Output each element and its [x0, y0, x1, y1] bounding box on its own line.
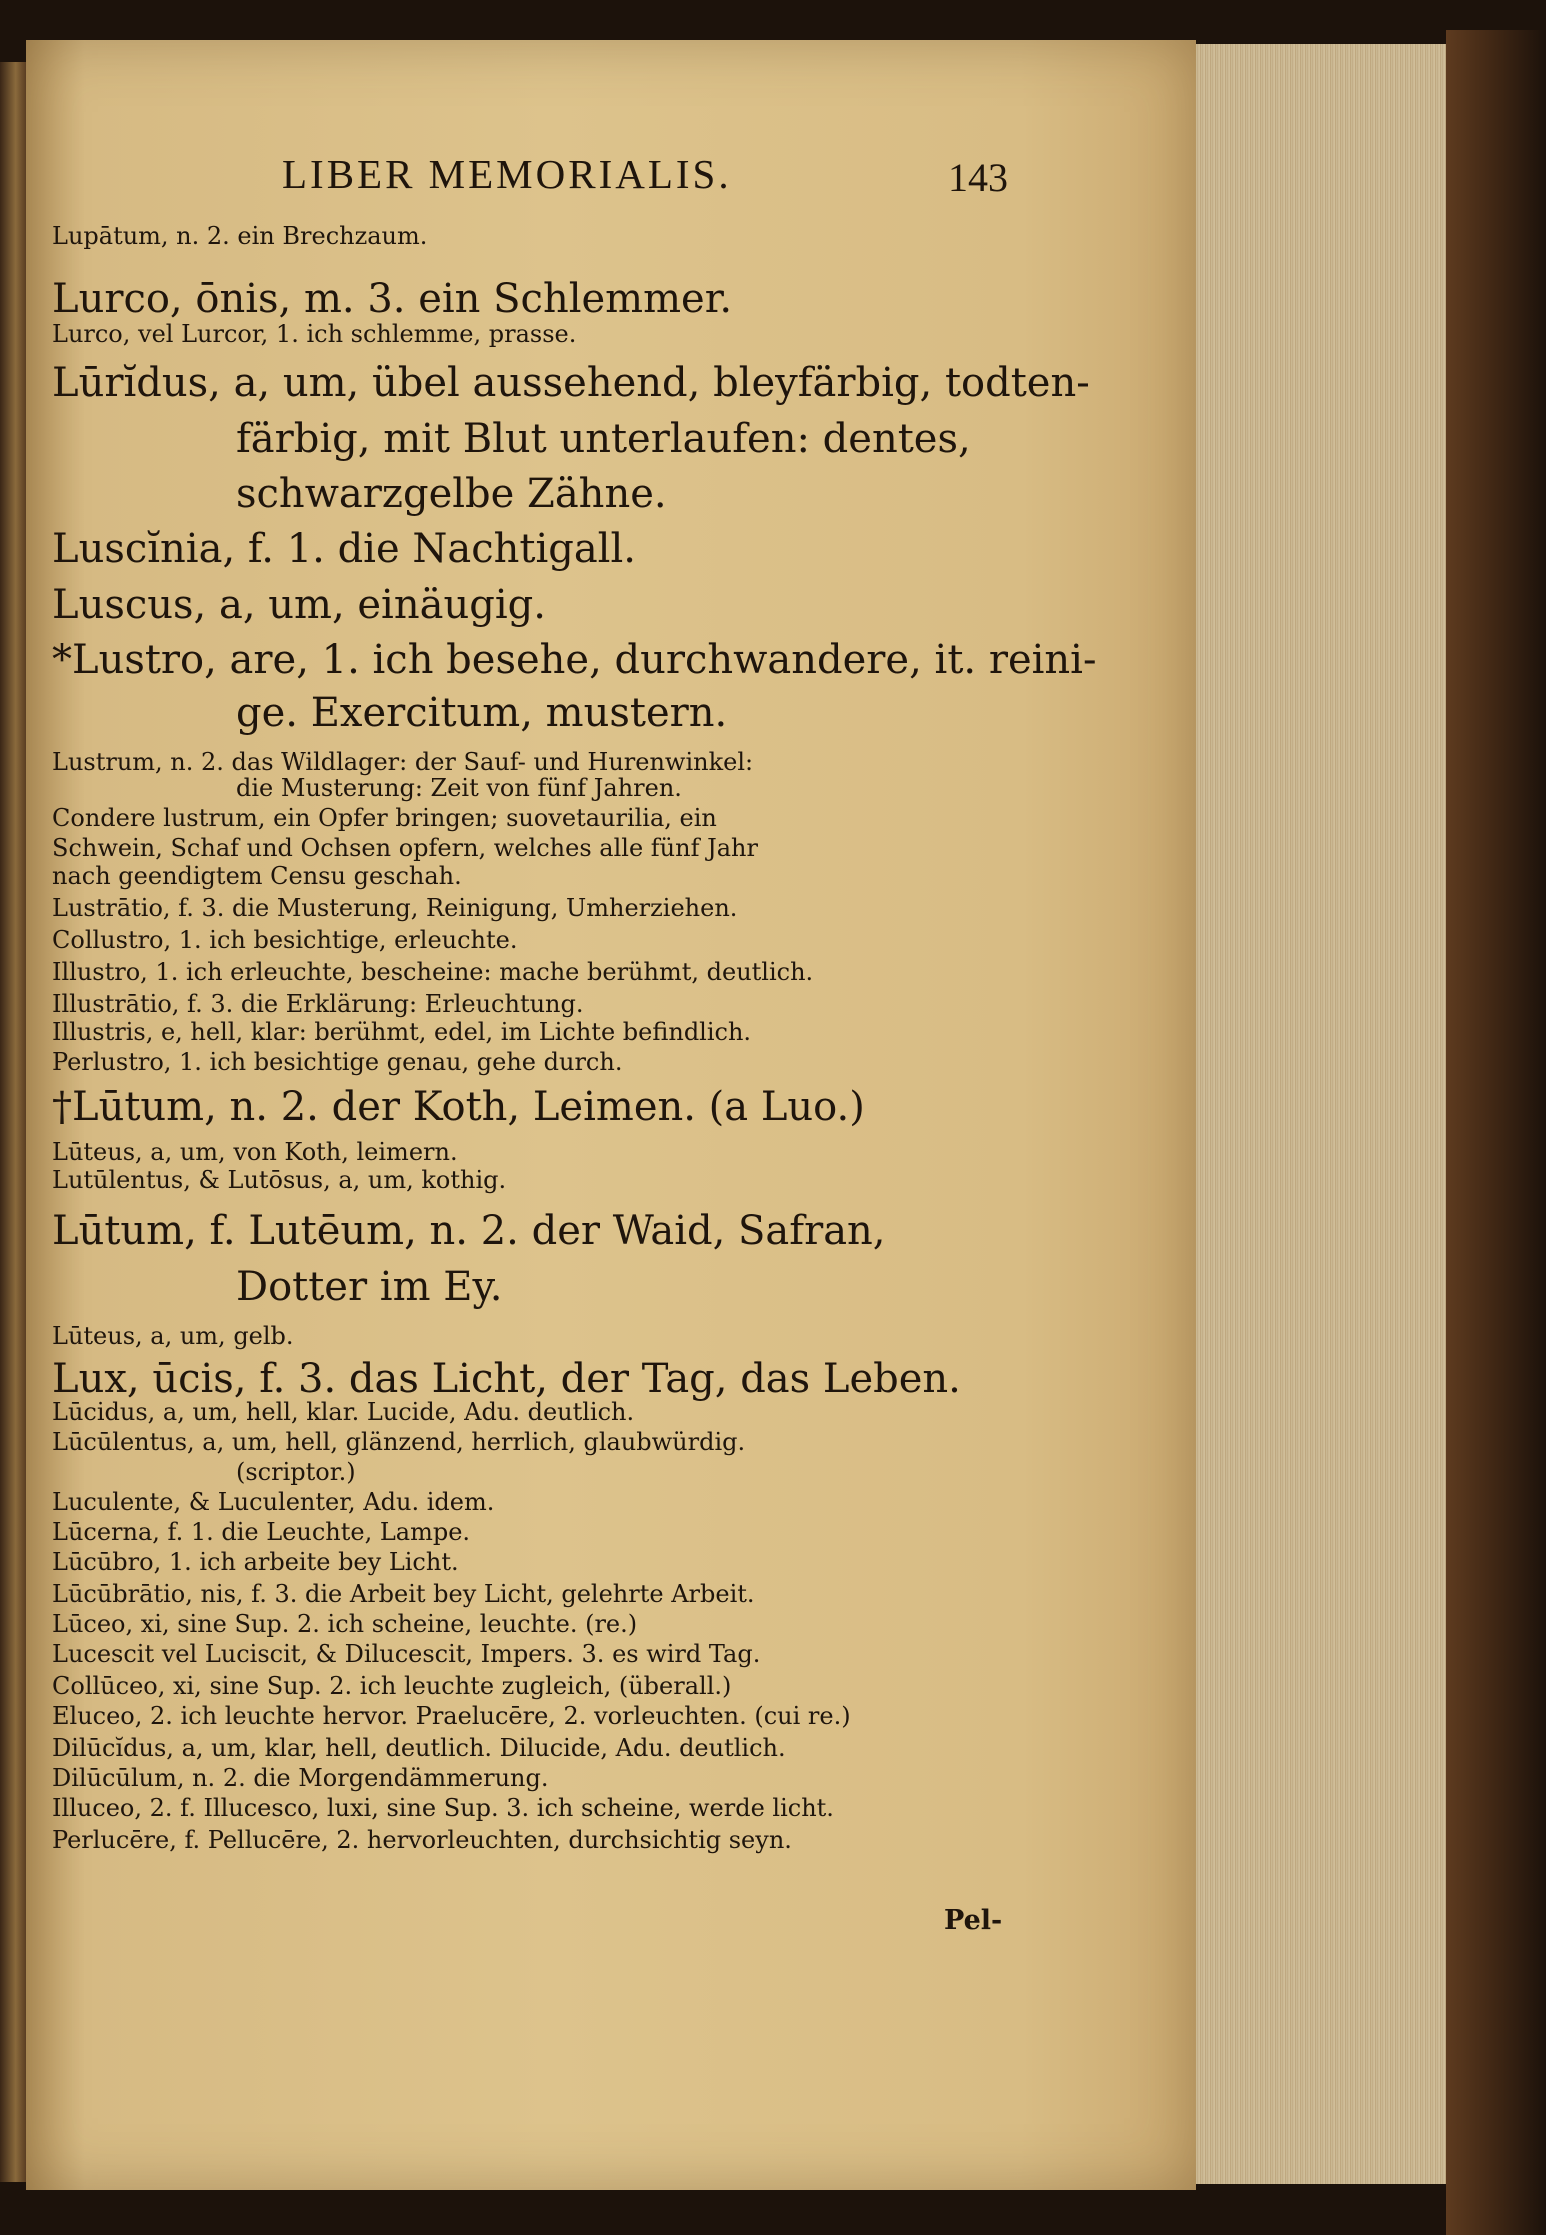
- text-line: Luculente, & Luculenter, Adu. idem.: [52, 1488, 495, 1516]
- text-line: Illustrātio, f. 3. die Erklärung: Erleuchtung.: [52, 990, 584, 1018]
- text-line: Lūteus, a, um, von Koth, leimern.: [52, 1138, 458, 1166]
- text-line: Schwein, Schaf und Ochsen opfern, welches alle fünf Jahr: [52, 834, 758, 862]
- text-line: Perlucēre, f. Pellucēre, 2. hervorleuchten, durchsichtig seyn.: [52, 1826, 792, 1854]
- text-line: Lūteus, a, um, gelb.: [52, 1322, 294, 1350]
- text-line: Dilūcūlum, n. 2. die Morgendämmerung.: [52, 1764, 549, 1792]
- text-line: Luscus, a, um, einäugig.: [52, 582, 546, 628]
- text-line: färbig, mit Blut unterlaufen: dentes,: [236, 416, 971, 462]
- text-line: Lux, ūcis, f. 3. das Licht, der Tag, das Leben.: [52, 1356, 961, 1402]
- text-line: Lūcerna, f. 1. die Leuchte, Lampe.: [52, 1518, 471, 1546]
- left-page-edge: [0, 62, 26, 2182]
- text-line: Collustro, 1. ich besichtige, erleuchte.: [52, 926, 518, 954]
- text-line: Dotter im Ey.: [236, 1264, 503, 1310]
- text-line: Lucescit vel Luciscit, & Dilucescit, Impers. 3. es wird Tag.: [52, 1640, 761, 1668]
- text-line: Lustrātio, f. 3. die Musterung, Reinigung, Umherziehen.: [52, 894, 738, 922]
- text-line: schwarzgelbe Zähne.: [236, 471, 667, 517]
- text-line: Lupātum, n. 2. ein Brechzaum.: [52, 222, 428, 250]
- text-line: Lūcūlentus, a, um, hell, glänzend, herrlich, glaubwürdig.: [52, 1428, 746, 1456]
- text-line: Lūceo, xi, sine Sup. 2. ich scheine, leuchte. (re.): [52, 1610, 638, 1638]
- text-line: Lūtum, f. Lutēum, n. 2. der Waid, Safran,: [52, 1208, 886, 1254]
- text-line: Dilūcĭdus, a, um, klar, hell, deutlich. Dilucide, Adu. deutlich.: [52, 1734, 786, 1762]
- text-line: Lūrĭdus, a, um, übel aussehend, bleyfärbig, todten-: [52, 360, 1090, 406]
- text-line: Luscĭnia, f. 1. die Nachtigall.: [52, 526, 636, 572]
- text-line: Illustris, e, hell, klar: berühmt, edel, im Lichte befindlich.: [52, 1018, 752, 1046]
- catchword: Pel-: [944, 1905, 1003, 1936]
- text-line: Lustrum, n. 2. das Wildlager: der Sauf- und Hurenwinkel:: [52, 748, 754, 776]
- text-line: †Lūtum, n. 2. der Koth, Leimen. (a Luo.): [52, 1084, 865, 1130]
- text-line: Lūcidus, a, um, hell, klar. Lucide, Adu. deutlich.: [52, 1398, 635, 1426]
- text-line: Condere lustrum, ein Opfer bringen; suovetaurilia, ein: [52, 804, 717, 832]
- text-line: Lutūlentus, & Lutōsus, a, um, kothig.: [52, 1166, 507, 1194]
- text-line: Lurco, ōnis, m. 3. ein Schlemmer.: [52, 276, 733, 322]
- page-fore-edge: [1196, 44, 1446, 2184]
- page-number: 143: [948, 155, 1008, 200]
- text-line: Eluceo, 2. ich leuchte hervor. Praelucēre, 2. vorleuchten. (cui re.): [52, 1702, 851, 1730]
- text-line: Illuceo, 2. f. Illucesco, luxi, sine Sup. 3. ich scheine, werde licht.: [52, 1794, 834, 1822]
- text-line: (scriptor.): [236, 1458, 356, 1486]
- text-line: ge. Exercitum, mustern.: [236, 690, 728, 736]
- text-line: Lūcūbro, 1. ich arbeite bey Licht.: [52, 1548, 459, 1576]
- running-head: LIBER MEMORIALIS.: [282, 151, 732, 197]
- text-line: die Musterung: Zeit von fünf Jahren.: [236, 774, 682, 802]
- book-cover-edge: [1446, 30, 1546, 2235]
- text-line: Perlustro, 1. ich besichtige genau, gehe durch.: [52, 1048, 623, 1076]
- text-line: Illustro, 1. ich erleuchte, bescheine: mache berühmt, deutlich.: [52, 958, 814, 986]
- text-line: nach geendigtem Censu geschah.: [52, 862, 462, 890]
- text-line: *Lustro, are, 1. ich besehe, durchwandere, it. reini-: [52, 637, 1097, 683]
- text-line: Collūceo, xi, sine Sup. 2. ich leuchte zugleich, (überall.): [52, 1672, 732, 1700]
- text-line: Lūcūbrātio, nis, f. 3. die Arbeit bey Licht, gelehrte Arbeit.: [52, 1580, 755, 1608]
- text-line: Lurco, vel Lurcor, 1. ich schlemme, prasse.: [52, 320, 577, 348]
